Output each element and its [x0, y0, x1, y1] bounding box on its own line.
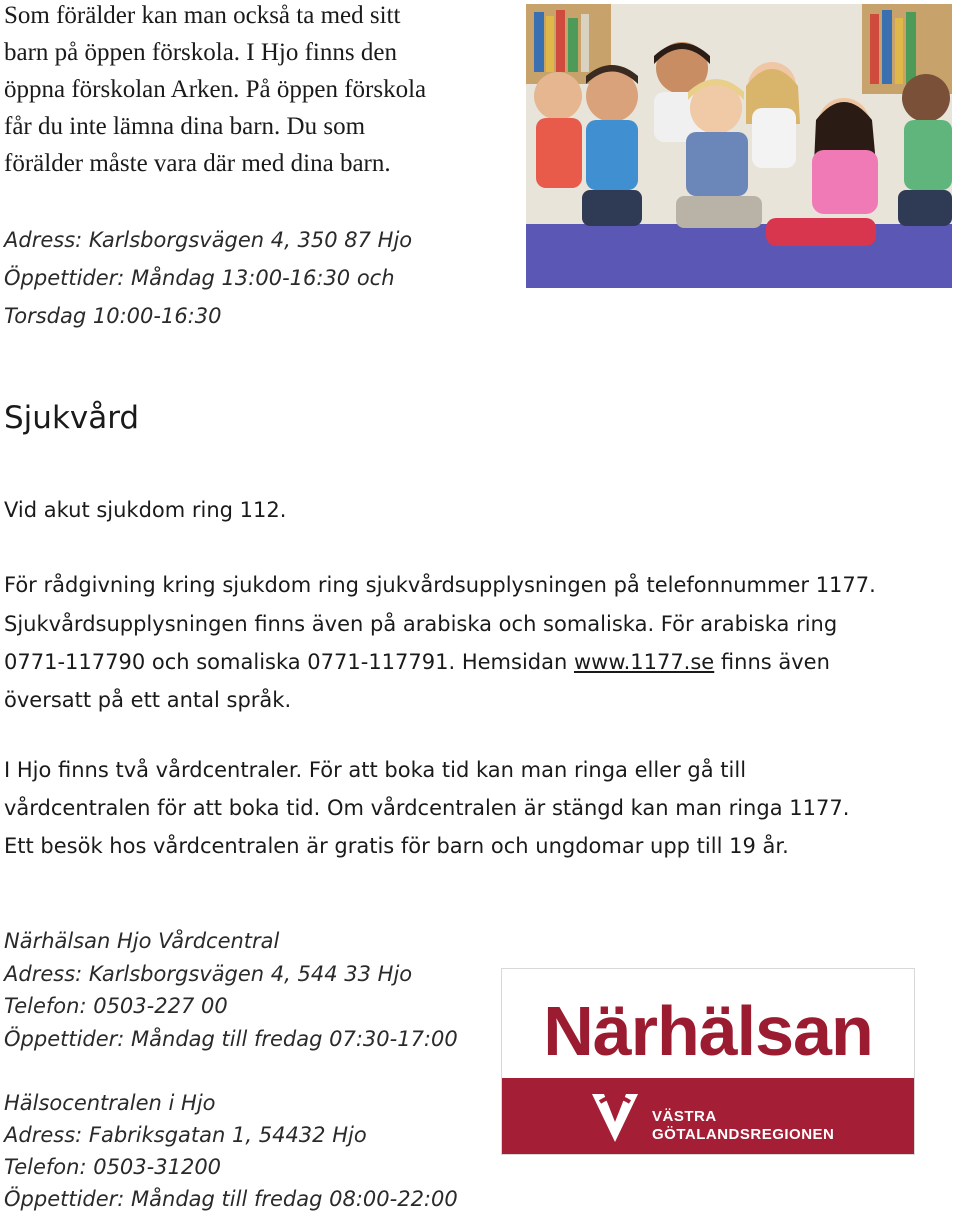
arken-address: Adress: Karlsborgsvägen 4, 350 87 Hjo: [4, 228, 413, 252]
narhalsan-name: Närhälsan Hjo Vårdcentral: [4, 929, 280, 953]
halsocentralen-name: Hälsocentralen i Hjo: [4, 1091, 216, 1115]
narhalsan-phone: Telefon: 0503-227 00: [4, 994, 228, 1018]
halsocentralen-hours: Öppettider: Måndag till fredag 08:00-22:00: [4, 1187, 458, 1211]
advice-line-3-post: finns även: [714, 650, 830, 674]
advice-line-2: Sjukvårdsupplysningen finns även på arabiska och somaliska. För arabiska ring: [4, 612, 838, 636]
children-photo: [526, 4, 952, 288]
arken-hours-2: Torsdag 10:00-16:30: [4, 304, 222, 328]
advice-line-1: För rådgivning kring sjukdom ring sjukvårdsupplysningen på telefonnummer 1177.: [4, 573, 876, 597]
logo-region-line-2: GÖTALANDSREGIONEN: [652, 1126, 835, 1143]
narhalsan-address: Adress: Karlsborgsvägen 4, 544 33 Hjo: [4, 962, 413, 986]
vardcentral-line-2: vårdcentralen för att boka tid. Om vårdcentralen är stängd kan man ringa 1177.: [4, 796, 850, 820]
narhalsan-hours: Öppettider: Måndag till fredag 07:30-17:00: [4, 1027, 458, 1051]
intro-line-5: förälder måste vara där med dina barn.: [4, 150, 391, 177]
intro-line-2: barn på öppen förskola. I Hjo finns den: [4, 39, 397, 66]
advice-line-4: översatt på ett antal språk.: [4, 688, 292, 712]
narhalsan-logo: [501, 968, 915, 1155]
intro-line-3: öppna förskolan Arken. På öppen förskola: [4, 76, 427, 103]
emergency-text: Vid akut sjukdom ring 112.: [4, 498, 287, 522]
intro-line-4: får du inte lämna dina barn. Du som: [4, 113, 366, 140]
advice-line-3: [4, 652, 830, 673]
arken-hours-1: Öppettider: Måndag 13:00-16:30 och: [4, 266, 395, 290]
intro-line-1: Som förälder kan man också ta med sitt: [4, 2, 401, 29]
vardcentral-line-3: Ett besök hos vårdcentralen är gratis för barn och ungdomar upp till 19 år.: [4, 834, 789, 858]
advice-line-3-pre: 0771-117790 och somaliska 0771-117791. Hemsidan: [4, 650, 574, 674]
sjukvard-heading: Sjukvård: [4, 400, 140, 436]
vardcentral-line-1: I Hjo finns två vårdcentraler. För att boka tid kan man ringa eller gå till: [4, 758, 747, 782]
halsocentralen-phone: Telefon: 0503-31200: [4, 1155, 222, 1179]
vgr-emblem-icon: [588, 1088, 642, 1144]
1177-link[interactable]: www.1177.se: [573, 650, 715, 674]
logo-brand-text: Närhälsan: [543, 992, 873, 1070]
logo-band: [502, 1078, 914, 1154]
halsocentralen-address: Adress: Fabriksgatan 1, 54432 Hjo: [4, 1123, 367, 1147]
logo-region-text: [652, 1108, 834, 1144]
logo-region-line-1: VÄSTRA: [652, 1108, 717, 1125]
